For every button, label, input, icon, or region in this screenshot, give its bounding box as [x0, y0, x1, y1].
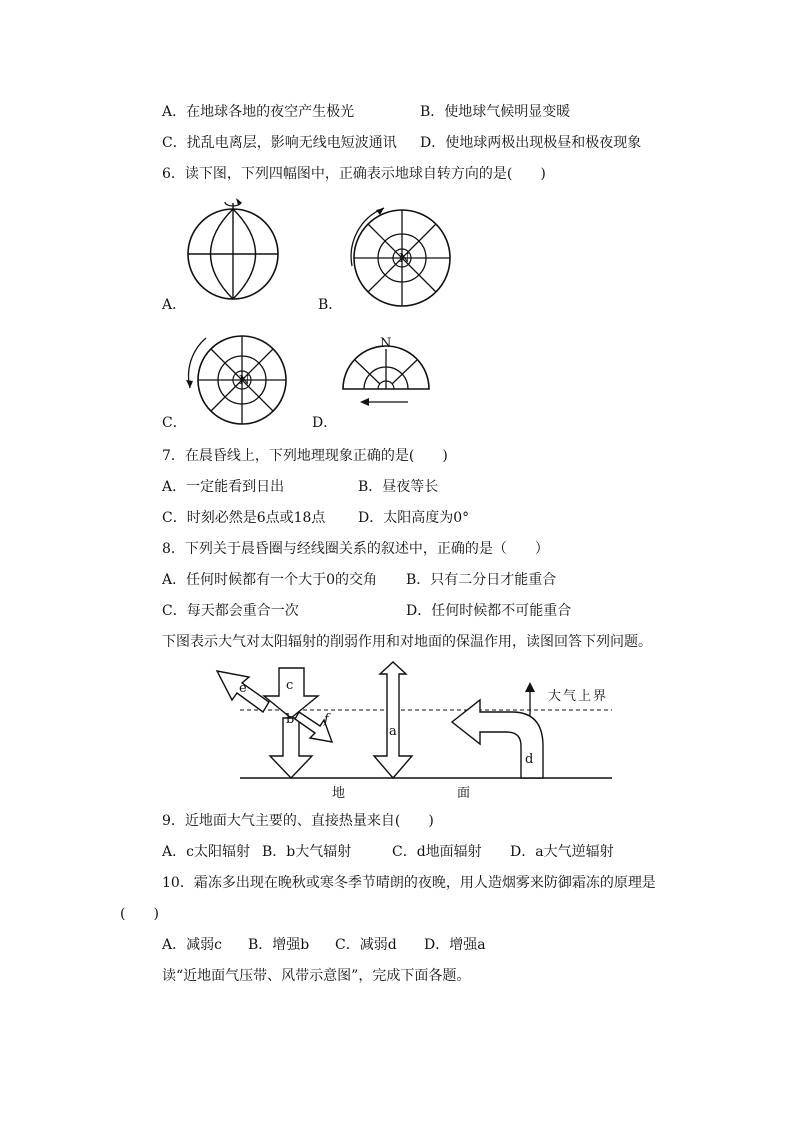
q5-option-b: B．使地球气候明显变暖 — [420, 104, 571, 120]
q10-option-d: D．增强a — [424, 937, 486, 953]
q8-option-b: B．只有二分日才能重合 — [406, 572, 557, 588]
diagram-label-b: b — [286, 712, 295, 727]
q8-option-c: C．每天都会重合一次 — [162, 603, 299, 619]
q6-stem: 6．读下图，下列四幅图中，正确表示地球自转方向的是( ) — [162, 166, 546, 182]
q8-option-d: D．任何时候都不可能重合 — [406, 603, 572, 619]
diagram-label-a: a — [389, 724, 397, 739]
diagram-label-ground-1: 地 — [332, 786, 346, 800]
q9-stem: 9．近地面大气主要的、直接热量来自( ) — [162, 813, 434, 829]
diagram-label-d: d — [525, 752, 534, 767]
q10-paren: ( ) — [120, 906, 159, 922]
q7-option-c: C．时刻必然是6点或18点 — [162, 510, 326, 526]
diagram-intro: 下图表示大气对太阳辐射的削弱作用和对地面的保温作用，读图回答下列问题。 — [162, 634, 652, 650]
q5-option-a: A．在地球各地的夜空产生极光 — [162, 104, 355, 120]
q9-option-a: A．c太阳辐射 — [162, 844, 250, 860]
q9-option-c: C．d地面辐射 — [392, 844, 482, 860]
q7-option-d: D．太阳高度为0° — [358, 510, 470, 526]
q8-option-a: A．任何时候都有一个大于0的交角 — [162, 572, 378, 588]
q6-figure-c — [172, 330, 290, 430]
figure-c-north: N — [239, 373, 250, 387]
q7-option-b: B．昼夜等长 — [358, 479, 439, 495]
q5-option-c: C．扰乱电离层，影响无线电短波通讯 — [162, 135, 397, 151]
diagram-label-top-atmosphere: 大气上界 — [548, 689, 609, 704]
figure-b-north: N — [399, 251, 410, 265]
q6-label-a: A． — [162, 297, 187, 313]
q6-figure-d — [338, 332, 438, 410]
q6-label-d: D． — [312, 415, 338, 431]
q6-figure-b — [340, 200, 462, 312]
diagram-label-ground-2: 面 — [457, 786, 471, 800]
q9-option-b: B．b大气辐射 — [262, 844, 352, 860]
next-section-intro: 读“近地面气压带、风带示意图”，完成下面各题。 — [162, 968, 471, 984]
q7-stem: 7．在晨昏线上，下列地理现象正确的是( ) — [162, 448, 448, 464]
q10-option-a: A．减弱c — [162, 937, 222, 953]
diagram-label-c: c — [286, 678, 294, 693]
q8-stem: 8．下列关于晨昏圈与经线圈关系的叙述中，正确的是（ ） — [162, 541, 549, 557]
q7-option-a: A．一定能看到日出 — [162, 479, 285, 495]
q6-label-c: C． — [162, 415, 187, 431]
diagram-label-e: e — [239, 681, 247, 696]
q6-figure-a — [180, 193, 290, 305]
q5-option-d: D．使地球两极出现极昼和极夜现象 — [420, 135, 642, 151]
q9-option-d: D．a大气逆辐射 — [510, 844, 614, 860]
q10-option-c: C．减弱d — [335, 937, 397, 953]
figure-d-north: N — [380, 336, 392, 351]
q6-label-b: B． — [318, 297, 343, 313]
radiation-diagram — [200, 660, 620, 800]
q10-stem: 10．霜冻多出现在晚秋或寒冬季节晴朗的夜晚，用人造烟雾来防御霜冻的原理是 — [162, 875, 656, 891]
diagram-label-f: f — [324, 712, 329, 727]
q10-option-b: B．增强b — [248, 937, 310, 953]
